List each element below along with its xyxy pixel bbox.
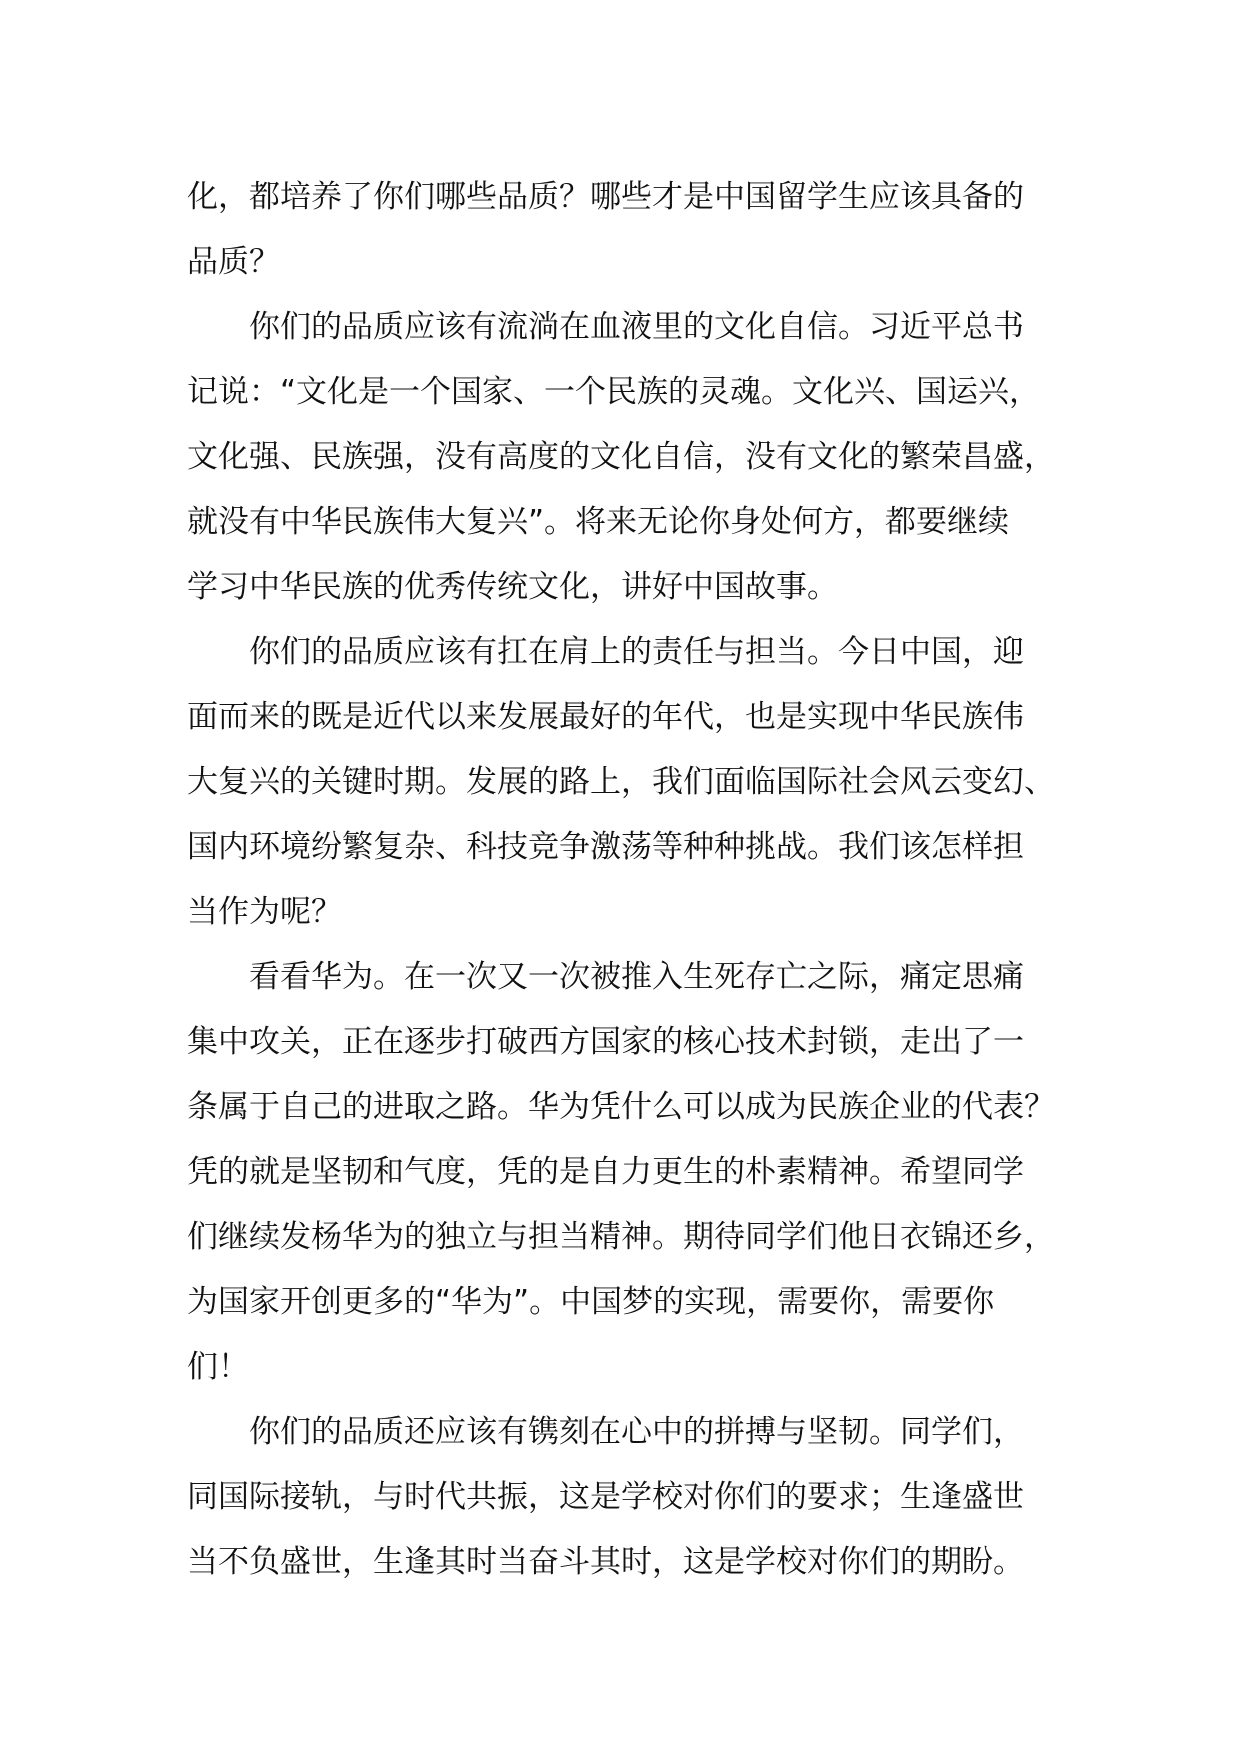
paragraph-start-line: 看看华为。在一次又一次被推入生死存亡之际，痛定思痛	[249, 959, 1024, 995]
text-line: 国内环境纷繁复杂、科技竞争激荡等种种挑战。我们该怎样担	[187, 829, 1024, 865]
text-line: 们继续发杨华为的独立与担当精神。期待同学们他日衣锦还乡，	[187, 1219, 1055, 1255]
paragraph-start-line: 你们的品质还应该有镌刻在心中的拼搏与坚韧。同学们，	[249, 1414, 1024, 1450]
text-line: 当作为呢？	[187, 894, 342, 930]
text-line: 就没有中华民族伟大复兴”。将来无论你身处何方，都要继续	[187, 504, 1010, 540]
text-line: 记说：“文化是一个国家、一个民族的灵魂。文化兴、国运兴，	[187, 374, 1041, 410]
text-line: 品质？	[187, 244, 280, 280]
text-line: 当不负盛世，生逢其时当奋斗其时，这是学校对你们的期盼。	[187, 1544, 1024, 1580]
text-line: 为国家开创更多的“华为”。中国梦的实现，需要你，需要你	[187, 1284, 995, 1320]
text-line: 集中攻关，正在逐步打破西方国家的核心技术封锁，走出了一	[187, 1024, 1024, 1060]
paragraph-start-line: 你们的品质应该有扛在肩上的责任与担当。今日中国，迎	[249, 634, 1024, 670]
text-line: 学习中华民族的优秀传统文化，讲好中国故事。	[187, 569, 838, 605]
text-line: 化，都培养了你们哪些品质？哪些才是中国留学生应该具备的	[187, 179, 1024, 215]
body-text	[187, 165, 1087, 1595]
text-line: 面而来的既是近代以来发展最好的年代，也是实现中华民族伟	[187, 699, 1024, 735]
text-line: 凭的就是坚韧和气度，凭的是自力更生的朴素精神。希望同学	[187, 1154, 1024, 1190]
text-line: 同国际接轨，与时代共振，这是学校对你们的要求；生逢盛世	[187, 1479, 1024, 1515]
text-line: 条属于自己的进取之路。华为凭什么可以成为民族企业的代表？	[187, 1089, 1055, 1125]
paragraph-start-line: 你们的品质应该有流淌在血液里的文化自信。习近平总书	[249, 309, 1024, 345]
text-line: 们！	[187, 1349, 249, 1385]
text-line: 文化强、民族强，没有高度的文化自信，没有文化的繁荣昌盛，	[187, 439, 1055, 475]
text-line: 大复兴的关键时期。发展的路上，我们面临国际社会风云变幻、	[187, 764, 1055, 800]
